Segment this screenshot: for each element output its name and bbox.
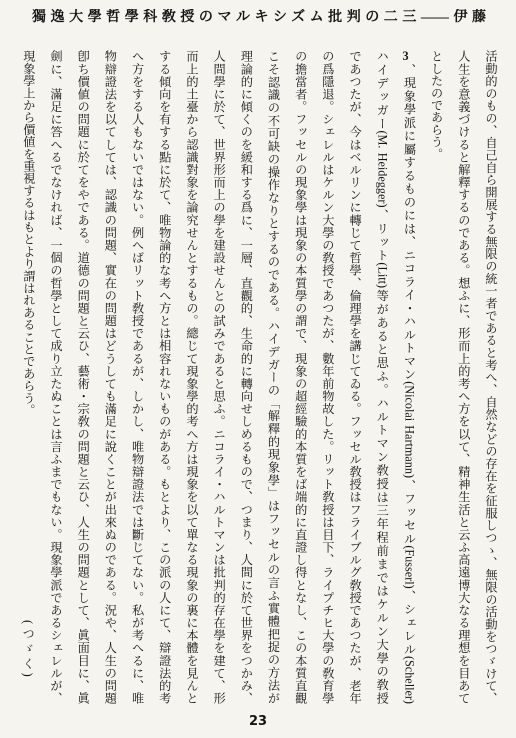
text-column: ハイデッガー(M. Heidegger)、リット(Litt)等があると思ふ。ハルトマン敎授は三年程前まではケルン大學の敎授 bbox=[375, 50, 390, 704]
section-number: 3 bbox=[402, 50, 409, 63]
column-text: 、現象學派に屬するものには、ニコライ・ハルトマン(Nicolai Hartmann)、フッセル(Fusserl)、シェレル(Scheller) bbox=[402, 63, 417, 704]
text-column: 卽ち價値の問題に於てをやである。道德の問題と云ひ、藝術・宗敎の問題と云ひ、人生の問題として、眞面目に、眞 bbox=[76, 50, 91, 704]
text-column: 物辯證法を以てしては、認識の問題、實在の問題はどうしても滿足に說くことが出來ぬのである。況や、人生の問題 bbox=[103, 50, 118, 704]
text-column: 理論的に傾くのを緩和する爲に、一層、直觀的、生命的に轉向せしめるもので、つまり、人間に於て世界をつかみ、 bbox=[239, 50, 254, 704]
continued-mark: (つゞく) bbox=[21, 620, 36, 680]
text-column: へ方をする人もないではない。例へばリット敎授であるが、しかし、唯物辯證法では斷じてない。私が考へるに、唯 bbox=[130, 50, 145, 704]
text-column: の爲隱退。シェレルはケルン大學の敎授であつたが、數年前物故した。リット敎授は目下、ライプチヒ大學の敎育學 bbox=[320, 50, 335, 704]
text-column: する傾向を有する點に於て、唯物論的な考へ方とは相容れないものがある。もとより、この派の人にて、辯證法的考 bbox=[157, 50, 172, 704]
text-column: 活動的のもの、自己自ら開展する無限の統一者であると考へ、自然などの存在を征服しつゝ、無限の活動をつゞけて、 bbox=[484, 50, 498, 704]
text-column: 而上的土臺から認識對象を論究せんとするもの。總じて現象學的考へ方は現象を以て單なる現象の裏に本體を見んと bbox=[184, 50, 199, 704]
text-column: 劍に、滿足に答へるでなければ、一個の哲學として成り立たぬことは言ふまでもない。現象學派であるシェレルが、 bbox=[49, 50, 63, 704]
text-column: 人間學に於て、世界形而上の學を建設せんとの試みであると思ふ。ニコライ・ハルトマンは批判的存在學を建て、形 bbox=[212, 50, 227, 704]
running-head: 獨逸大學哲學科敎授のマルキシズム批判の二三——伊藤 bbox=[32, 10, 486, 25]
text-column: 現象學上から價値を重視するはもとより謂はれあることであらう。 bbox=[21, 50, 36, 416]
text-column: 人生を意義づけると解釋するのである。想ふに、形而上的考へ方を以て、精神生活と云ふ高遠博大なる理想を目あて bbox=[456, 50, 471, 704]
page-number: 23 bbox=[248, 714, 268, 729]
text-column: こそ認識の不可缺の操作なりとするのである。ハイデガーの「解釋的現象學」はフッセルの言ふ實體把捉の方法が bbox=[266, 50, 281, 704]
text-column: としたのであらう。 bbox=[429, 50, 444, 160]
body-text bbox=[14, 50, 504, 704]
text-column: であつたが、今はベルリンに轉じて哲學、倫理學を講じてゐる。フッセル敎授はフライブルグ敎授であつたが、老年 bbox=[348, 50, 363, 704]
text-column bbox=[395, 50, 422, 704]
text-column: の擔當者。フッセルの現象學は現象の本質學の謂で、現象の超經驗的本質をば端的に直證し得となし、この本質直觀 bbox=[293, 50, 308, 704]
